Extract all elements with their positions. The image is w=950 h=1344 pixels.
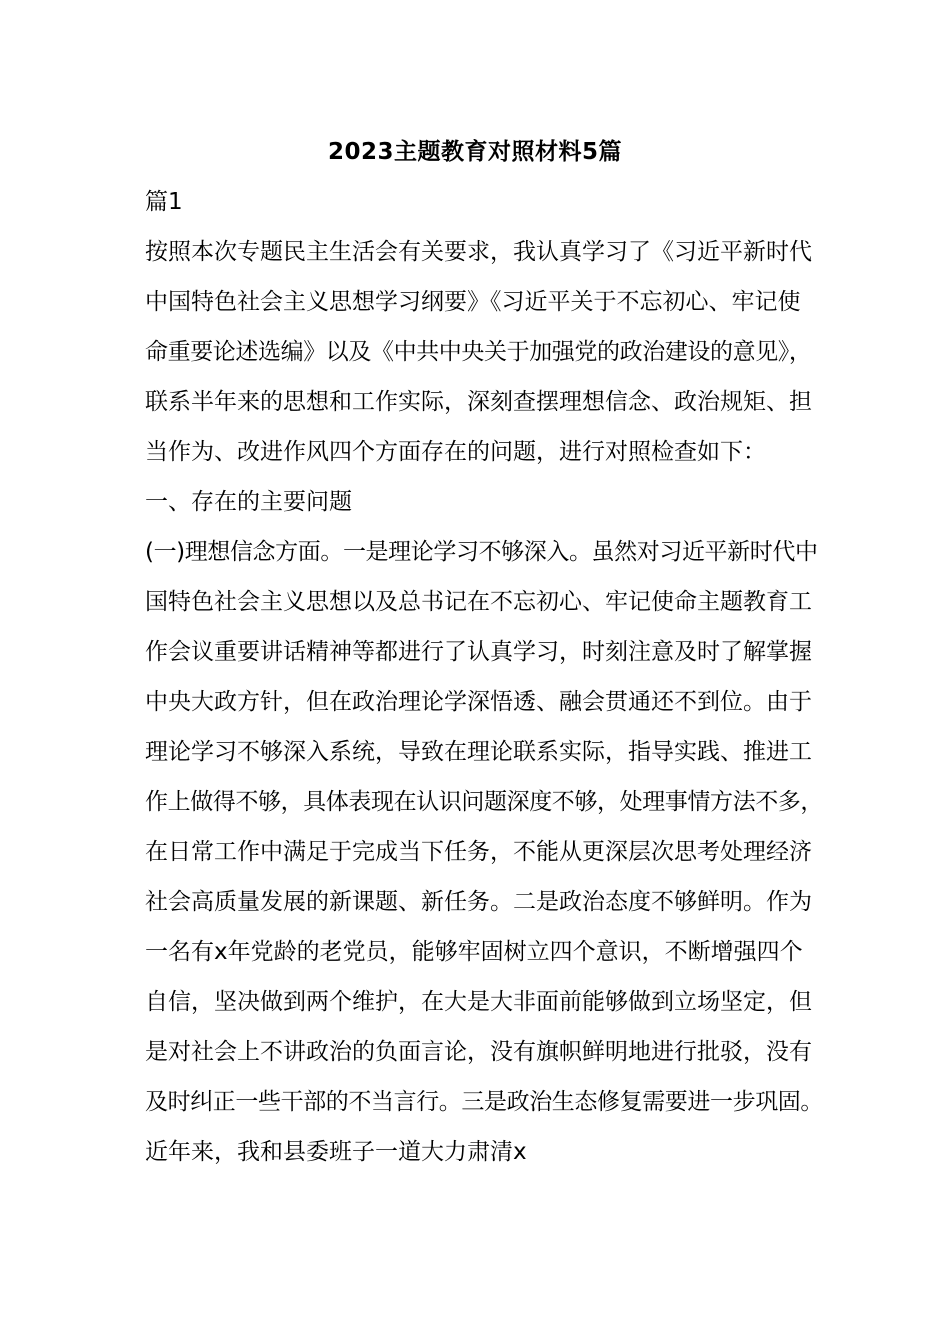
paragraph-line: 按照本次专题民主生活会有关要求，我认真学习了《习近平新时代 xyxy=(145,239,812,265)
paragraph-line: 在日常工作中满足于完成当下任务，不能从更深层次思考处理经济 xyxy=(145,839,812,865)
paragraph-line: 当作为、改进作风四个方面存在的问题，进行对照检查如下： xyxy=(145,439,766,465)
paragraph-line: 近年来，我和县委班子一道大力肃清x xyxy=(145,1139,527,1165)
paragraph-line: 作上做得不够，具体表现在认识问题深度不够，处理事情方法不多， xyxy=(145,789,824,815)
paragraph-line: 及时纠正一些干部的不当言行。三是政治生态修复需要进一步巩固。 xyxy=(145,1089,824,1115)
section-label: 篇1 xyxy=(145,189,183,215)
document-title: 2023主题教育对照材料5篇 xyxy=(327,139,623,165)
paragraph-line: 一名有x年党龄的老党员，能够牢固树立四个意识，不断增强四个 xyxy=(145,939,803,965)
paragraph-line: 作会议重要讲话精神等都进行了认真学习，时刻注意及时了解掌握 xyxy=(145,639,812,665)
paragraph-line: 是对社会上不讲政治的负面言论，没有旗帜鲜明地进行批驳，没有 xyxy=(145,1039,812,1065)
paragraph-line: 中国特色社会主义思想学习纲要》《习近平关于不忘初心、牢记使 xyxy=(145,289,801,315)
section-heading: 一、存在的主要问题 xyxy=(145,489,352,515)
paragraph-line: 中央大政方针，但在政治理论学深悟透、融会贯通还不到位。由于 xyxy=(145,689,812,715)
paragraph-line: 社会高质量发展的新课题、新任务。二是政治态度不够鲜明。作为 xyxy=(145,889,812,915)
paragraph-line: 理论学习不够深入系统，导致在理论联系实际，指导实践、推进工 xyxy=(145,739,812,765)
paragraph-line: 命重要论述选编》以及《中共中央关于加强党的政治建设的意见》， xyxy=(145,339,812,365)
paragraph-line: 联系半年来的思想和工作实际，深刻查摆理想信念、政治规矩、担 xyxy=(145,389,812,415)
paragraph-line: (一)理想信念方面。一是理论学习不够深入。虽然对习近平新时代中 xyxy=(145,539,818,565)
paragraph-line: 国特色社会主义思想以及总书记在不忘初心、牢记使命主题教育工 xyxy=(145,589,812,615)
paragraph-line: 自信，坚决做到两个维护，在大是大非面前能够做到立场坚定，但 xyxy=(145,989,812,1015)
